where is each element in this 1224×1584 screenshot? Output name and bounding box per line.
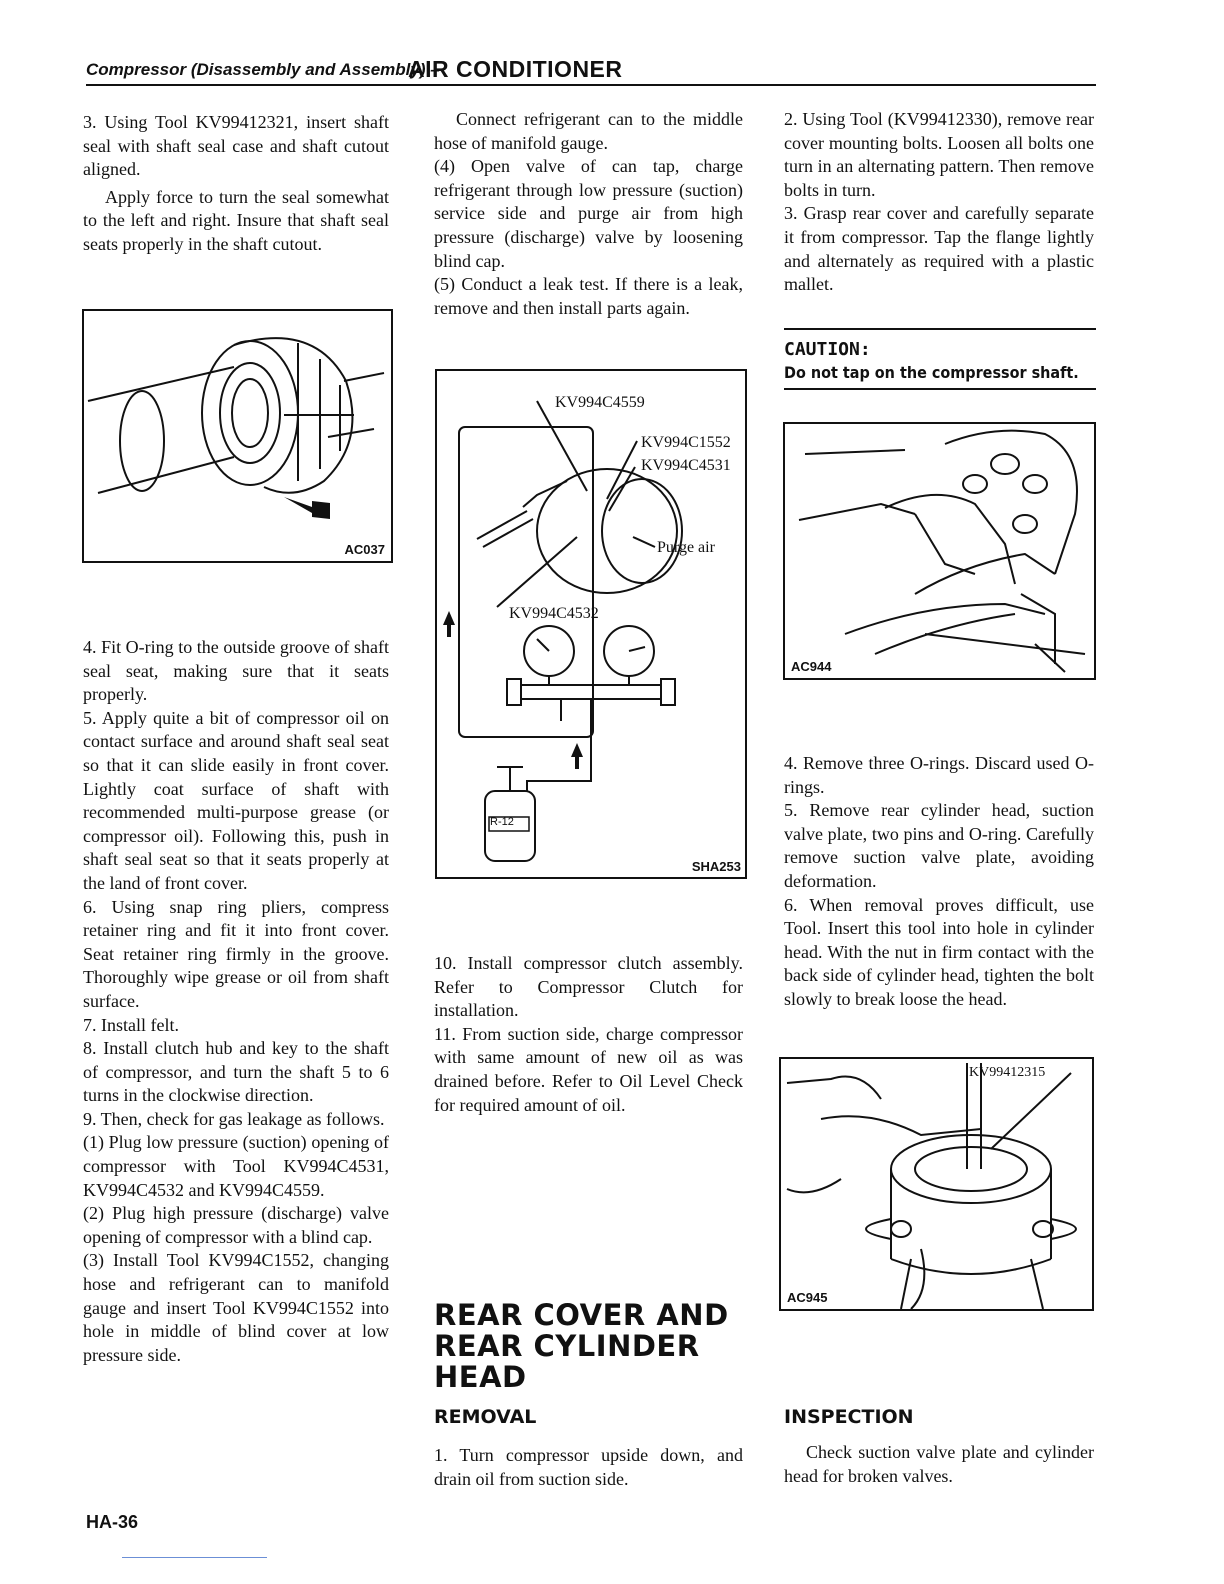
- shaft-seal-illustration: [84, 311, 391, 561]
- refrigerant-can-label: R-12: [490, 816, 514, 828]
- step-8: 8. Install clutch hub and key to the shaft of compressor, and turn the shaft 5 to 6 turns in the clockwise direction.: [83, 1038, 389, 1106]
- step-9-3-cont: Connect refrigerant can to the middle hose of manifold gauge.: [434, 109, 743, 153]
- label-kv99412315: KV99412315: [969, 1065, 1046, 1080]
- step-9-2: (2) Plug high pressure (discharge) valve opening of compressor with a blind cap.: [83, 1203, 389, 1247]
- figure-id: AC037: [344, 542, 385, 557]
- removal-step-5: 5. Remove rear cylinder head, suction valve plate, two pins and O-ring. Carefully remove suction valve plate, avoiding deformation.: [784, 800, 1094, 891]
- step-7: 7. Install felt.: [83, 1014, 179, 1035]
- step-3: 3. Using Tool KV99412321, insert shaft seal with shaft seal case and shaft cutout aligned.: [83, 112, 389, 180]
- removal-step-3: 3. Grasp rear cover and carefully separate it from compressor. Tap the flange lightly and alternately as required with a plastic mallet.: [784, 203, 1094, 295]
- caution-text: Do not tap on the compressor shaft.: [784, 363, 1079, 382]
- label-purge-air: Purge air: [657, 539, 715, 556]
- column-2-middle: [434, 952, 743, 1117]
- removal-step-2: 2. Using Tool (KV99412330), remove rear cover mounting bolts. Loosen all bolts one turn in an alternating pattern. Then remove bolts in turn.: [784, 109, 1094, 200]
- column-2-bottom: [434, 1444, 743, 1491]
- label-kv994c4531: KV994C4531: [641, 457, 731, 474]
- figure-id: SHA253: [691, 859, 741, 874]
- removal-step-1: 1. Turn compressor upside down, and drain oil from suction side.: [434, 1445, 743, 1489]
- page-header: [86, 56, 1096, 84]
- header-rule: [86, 84, 1096, 86]
- figure-id: AC945: [787, 1290, 828, 1305]
- inspection-text: Check suction valve plate and cylinder head for broken valves.: [784, 1442, 1094, 1486]
- page-number: HA-36: [86, 1512, 139, 1532]
- step-9-4: (4) Open valve of can tap, charge refrigerant through low pressure (suction) service side and purge air from high pressure (discharge) valve by loosening blind cap.: [434, 156, 743, 271]
- removal-step-6: 6. When removal proves difficult, use Tool. Insert this tool into hole in cylinder head. With the nut in firm contact with the back side of cylinder head, tighten the bolt slowly to break loose the head.: [784, 894, 1094, 1009]
- step-3-note: Apply force to turn the seal somewhat to the left and right. Insure that shaft seal seats properly in the shaft cutout.: [83, 186, 389, 254]
- inspection-heading: INSPECTION: [784, 1406, 914, 1428]
- figure-ac037: [82, 309, 393, 563]
- step-9-1: (1) Plug low pressure (suction) opening of compressor with Tool KV994C4531, KV994C4532 and KV994C4559.: [83, 1132, 389, 1200]
- step-9: 9. Then, check for gas leakage as follows.: [83, 1108, 385, 1129]
- caution-title: CAUTION:: [784, 339, 871, 360]
- figure-id: AC944: [791, 659, 832, 674]
- column-3-top: [784, 108, 1094, 297]
- section-title: Compressor (Disassembly and Assembly) –: [86, 60, 440, 79]
- figure-ac944: [783, 422, 1096, 680]
- scan-artifact-line: [122, 1557, 267, 1558]
- label-kv994c4559: KV994C4559: [555, 394, 645, 411]
- step-11: 11. From suction side, charge compressor with same amount of new oil as was drained before. Refer to Oil Level Check for required amount of oil.: [434, 1023, 743, 1115]
- chapter-title: AIR CONDITIONER: [408, 56, 623, 82]
- step-9-5: (5) Conduct a leak test. If there is a leak, remove and then install parts again.: [434, 274, 743, 318]
- step-6: 6. Using snap ring pliers, compress retainer ring and fit it into front cover. Seat retainer ring firmly in the groove. Thoroughly wipe grease or oil from shaft surface.: [83, 896, 389, 1011]
- column-2-top: [434, 108, 743, 320]
- column-3-middle: [784, 752, 1094, 1012]
- column-1-top: [83, 111, 389, 257]
- step-10: 10. Install compressor clutch assembly. Refer to Compressor Clutch for installation.: [434, 953, 743, 1021]
- removal-step-4: 4. Remove three O-rings. Discard used O-rings.: [784, 753, 1094, 797]
- step-4: 4. Fit O-ring to the outside groove of shaft seal seat, making sure that it seats properly.: [83, 637, 389, 705]
- column-1-bottom: [83, 636, 389, 1367]
- cylinder-head-removal-illustration: [781, 1059, 1092, 1309]
- figure-sha253: [435, 369, 747, 879]
- column-3-bottom: [784, 1441, 1094, 1488]
- step-5: 5. Apply quite a bit of compressor oil on contact surface and around shaft seal seat so that it can slide easily in front cover. Lightly coat surface of shaft with recommended multi-purpose grease (or compressor oil). Following this, push in shaft seal seat so that it seats properly at the land of front cover.: [83, 707, 389, 893]
- label-kv994c4532: KV994C4532: [509, 605, 599, 622]
- rear-cover-removal-illustration: [785, 424, 1094, 678]
- figure-ac945: [779, 1057, 1094, 1311]
- label-kv994c1552: KV994C1552: [641, 434, 731, 451]
- section-heading: REAR COVER AND REAR CYLINDER HEAD: [434, 1298, 729, 1394]
- step-9-3: (3) Install Tool KV994C1552, changing hose and refrigerant can to manifold gauge and insert Tool KV994C1552 into hole in middle of blind cover at low pressure side.: [83, 1250, 389, 1365]
- removal-heading: REMOVAL: [434, 1406, 537, 1428]
- caution-box: [784, 328, 1096, 390]
